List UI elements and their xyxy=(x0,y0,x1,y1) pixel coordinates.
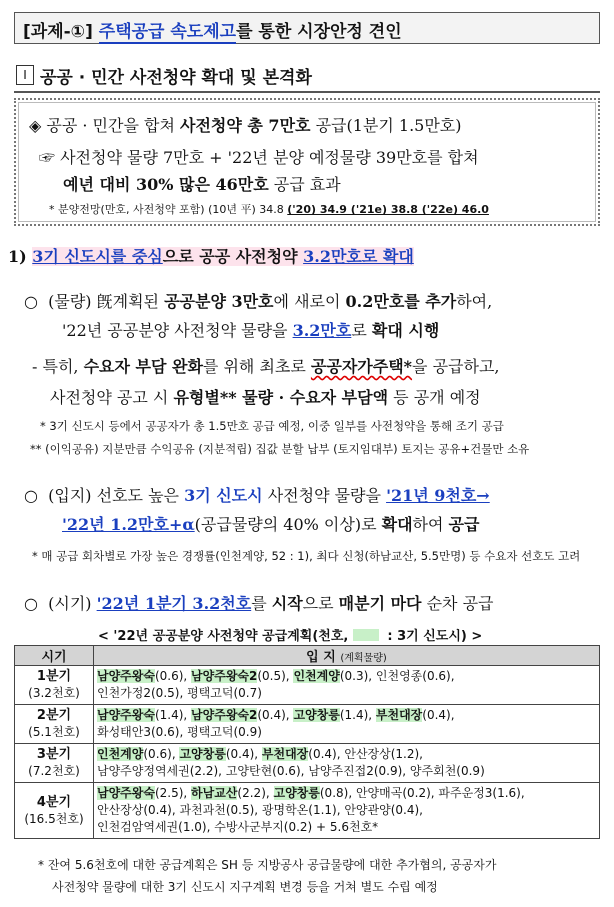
period-label: 3분기 xyxy=(36,747,72,762)
site-text: (0.4), xyxy=(225,747,262,761)
location-line xyxy=(97,668,596,685)
item1-highlight-a: 3기 신도시를 중심 xyxy=(32,247,163,266)
site-text: (0.6), xyxy=(154,669,192,683)
summary-bold: 예년 대비 30% 많은 46만호 xyxy=(63,175,269,194)
p4-text: 으로 xyxy=(302,594,339,613)
site-text: (1.4), xyxy=(339,708,376,722)
supply-plan-table xyxy=(14,645,600,839)
table-row xyxy=(15,783,600,839)
table-caption-text: : 3기 신도시) > xyxy=(382,629,483,644)
p2-text: 를 위해 최초로 xyxy=(202,357,311,376)
p1-text: (물량) 旣계획된 xyxy=(48,292,165,311)
period-label: 4분기 xyxy=(36,794,72,810)
site-text: (0.4), 안산장상(1.2), xyxy=(308,747,423,761)
note-4: * 잔여 5.6천호에 대한 공급계획은 SH 등 지방공사 공급물량에 대한 추가협의, 공공자가 xyxy=(38,858,497,872)
summary-text: 공급(1분기 1.5만호) xyxy=(310,116,462,135)
site-text: (0.8), 안양매곡(0.2), 파주운정3(1.6), xyxy=(319,786,525,800)
table-row xyxy=(15,744,600,783)
legend-swatch xyxy=(353,629,379,641)
summary-text: ◈ 공공 · 민간을 합쳐 xyxy=(29,116,181,135)
new-town-site: 남양주왕숙2 xyxy=(191,708,258,722)
site-text: (0.4), xyxy=(257,708,294,722)
location-cell xyxy=(94,783,600,839)
item1-highlight-c: 3.2만호로 확대 xyxy=(303,247,414,266)
period-label: 1분기 xyxy=(36,669,72,684)
location-line xyxy=(97,763,596,780)
title-highlight: 주택공급 속도제고 xyxy=(98,22,237,42)
item1-text: 으로 공공 사전청약 xyxy=(162,247,304,266)
location-line xyxy=(97,685,596,702)
new-town-site: 남양주왕숙 xyxy=(97,669,155,683)
site-text: (1.4), xyxy=(154,708,192,722)
col-header-period: 시기 xyxy=(15,646,94,666)
new-town-site: 하남교산 xyxy=(191,786,238,800)
location-line xyxy=(97,746,596,763)
p3-bold: 확대 xyxy=(381,515,413,534)
p4-text: (시기) xyxy=(48,594,97,613)
new-town-site: 남양주왕숙2 xyxy=(191,669,258,683)
p3-blue: 3기 신도시 xyxy=(184,486,263,505)
p3-text: (입지) 선호도 높은 xyxy=(48,486,185,505)
summary-text: 공급 효과 xyxy=(268,175,341,194)
period-cell xyxy=(15,666,94,705)
col-header-location-label: 입 지 xyxy=(306,650,336,665)
new-town-site: 남양주왕숙 xyxy=(97,786,155,800)
p2-text: - 특히, xyxy=(32,357,84,376)
location-line xyxy=(97,802,596,819)
p2-line-2 xyxy=(50,385,481,408)
table-header-row xyxy=(15,646,600,666)
summary-note xyxy=(49,201,489,217)
p1-bold: 공공분양 3만호 xyxy=(164,292,274,311)
p1-text: 로 xyxy=(351,321,372,340)
site-text: (0.3), 인천영종(0.6), xyxy=(339,669,455,683)
p1-text: 하여, xyxy=(456,292,493,311)
note-1: * 3기 신도시 등에서 공공자가 총 1.5만호 공급 예정, 이중 일부를 사전청약을 통해 조기 공급 xyxy=(40,419,504,433)
p3-blue: '22년 1.2만호+α xyxy=(62,515,195,534)
new-town-site: 부천대장 xyxy=(261,747,309,761)
summary-note-bold: ('20) 34.9 ('21e) 38.8 ('22e) 46.0 xyxy=(287,203,489,216)
site-text: 안산장상(0.4), 과천과천(0.5), 광명학온(1.1), 안양관양(0.4), xyxy=(97,803,423,817)
p1-bold: 0.2만호를 추가 xyxy=(345,292,457,311)
p3-line-1 xyxy=(24,483,490,506)
period-total: (3.2천호) xyxy=(28,686,80,700)
note-3: * 매 공급 회차별로 가장 높은 경쟁률(인천계양, 52 : 1), 최다 신청(하남교산, 5.5만명) 등 수요자 선호도 고려 xyxy=(32,549,581,563)
section-heading: 공공 · 민간 사전청약 확대 및 본격화 xyxy=(40,68,312,88)
p4-text: 순차 공급 xyxy=(421,594,494,613)
location-line xyxy=(97,724,596,741)
p2-line-1 xyxy=(32,354,499,377)
p4-bold: 시작 xyxy=(271,594,303,613)
site-text: 화성태안3(0.6), 평택고덕(0.9) xyxy=(97,725,262,739)
p4-bold: 매분기 마다 xyxy=(338,594,422,613)
p4-blue: '22년 1분기 3.2천호 xyxy=(96,594,252,613)
period-total: (16.5천호) xyxy=(24,811,84,826)
location-line xyxy=(97,819,596,836)
note-5: 사전청약 물량에 대한 3기 신도시 지구계획 변경 등을 거쳐 별도 수립 예정 xyxy=(52,880,438,894)
period-cell xyxy=(15,783,94,839)
summary-bold: 사전청약 총 7만호 xyxy=(180,116,311,135)
table-caption-text: < '22년 공공분양 사전청약 공급계획(천호, xyxy=(98,629,353,644)
p3-text: 사전청약 물량을 xyxy=(262,486,387,505)
new-town-site: 고양창릉 xyxy=(293,708,340,722)
p3-blue: '21년 9천호→ xyxy=(386,486,490,505)
location-line xyxy=(97,707,596,724)
site-text: 인천검암역세권(1.0), 수방사군부지(0.2) + 5.6천호* xyxy=(97,820,379,834)
p2-text: 사전청약 공고 시 xyxy=(50,388,174,407)
new-town-site: 인천계양 xyxy=(293,669,340,683)
site-text: (0.5), xyxy=(257,669,294,683)
p2-text: 을 공급하고, xyxy=(412,357,500,376)
site-text: 인천가정2(0.5), 평택고덕(0.7) xyxy=(97,686,262,700)
note-2: ** (이익공유) 지분만큼 수익공유 (지분적립) 집값 분할 납부 (토지임대부) 토지는 공유+건물만 소유 xyxy=(30,442,530,456)
p3-text: (공급물량의 40% 이상)로 xyxy=(194,515,382,534)
col-header-location-sub: (계획물량) xyxy=(340,653,387,664)
bullet-icon: ○ xyxy=(24,292,38,311)
period-cell xyxy=(15,705,94,744)
period-cell xyxy=(15,744,94,783)
section-divider xyxy=(14,91,600,93)
p2-bold: 유형별** 물량 · 수요자 부담액 xyxy=(173,388,389,407)
item1-heading xyxy=(8,244,414,267)
location-cell xyxy=(94,744,600,783)
p1-text: '22년 공공분양 사전청약 물량을 xyxy=(62,321,293,340)
title-prefix: [과제-①] xyxy=(23,22,99,42)
site-text: (2.2), xyxy=(237,786,274,800)
page-title xyxy=(23,17,402,42)
col-header-location xyxy=(94,646,600,666)
period-label: 2분기 xyxy=(36,708,72,723)
bullet-icon: ○ xyxy=(24,486,38,505)
summary-line-1 xyxy=(29,113,462,136)
p3-bold: 공급 xyxy=(448,515,480,534)
summary-inner xyxy=(18,102,596,222)
location-cell xyxy=(94,705,600,744)
site-text: 남양주양정역세권(2.2), 고양탄현(0.6), 남양주진접2(0.9), 양주회천(0.9) xyxy=(97,764,485,778)
p1-text: 에 새로이 xyxy=(273,292,346,311)
p3-text: 하여 xyxy=(412,515,449,534)
title-box xyxy=(14,12,600,44)
new-town-site: 남양주왕숙 xyxy=(97,708,155,722)
location-line xyxy=(97,785,596,802)
new-town-site: 고양창릉 xyxy=(273,786,320,800)
p2-bold: 공공자가주택* xyxy=(310,357,413,376)
summary-line-3 xyxy=(63,172,341,195)
table-row xyxy=(15,666,600,705)
new-town-site: 고양창릉 xyxy=(179,747,226,761)
location-cell xyxy=(94,666,600,705)
period-total: (7.2천호) xyxy=(28,764,80,778)
p1-blue: 3.2만호 xyxy=(292,321,352,340)
p2-bold: 수요자 부담 완화 xyxy=(83,357,203,376)
p4-text: 를 xyxy=(251,594,272,613)
p1-bold: 확대 시행 xyxy=(371,321,440,340)
bullet-icon: ○ xyxy=(24,594,38,613)
p2-text: 등 공개 예정 xyxy=(388,388,481,407)
period-total: (5.1천호) xyxy=(28,725,80,739)
table-caption xyxy=(98,625,482,644)
item1-num: 1) xyxy=(8,247,33,266)
new-town-site: 인천계양 xyxy=(97,747,144,761)
site-text: (0.4), xyxy=(422,708,455,722)
summary-line-2 xyxy=(39,145,479,168)
summary-text: ☞ 사전청약 물량 7만호 + '22년 분양 예정물량 39만호를 합쳐 xyxy=(39,148,479,167)
site-text: (2.5), xyxy=(154,786,192,800)
p3-line-2 xyxy=(62,512,479,535)
title-rest: 를 통한 시장안정 견인 xyxy=(236,22,402,42)
table-body xyxy=(15,666,600,839)
section-number: Ⅰ xyxy=(16,65,34,85)
p4-line-1 xyxy=(24,591,494,614)
p1-line-1 xyxy=(24,289,492,312)
new-town-site: 부천대장 xyxy=(375,708,423,722)
summary-note-text: * 분양전망(만호, 사전청약 포함) (10년 平) 34.8 xyxy=(49,203,288,216)
table-row xyxy=(15,705,600,744)
p1-line-2 xyxy=(62,318,439,341)
site-text: (0.6), xyxy=(143,747,180,761)
